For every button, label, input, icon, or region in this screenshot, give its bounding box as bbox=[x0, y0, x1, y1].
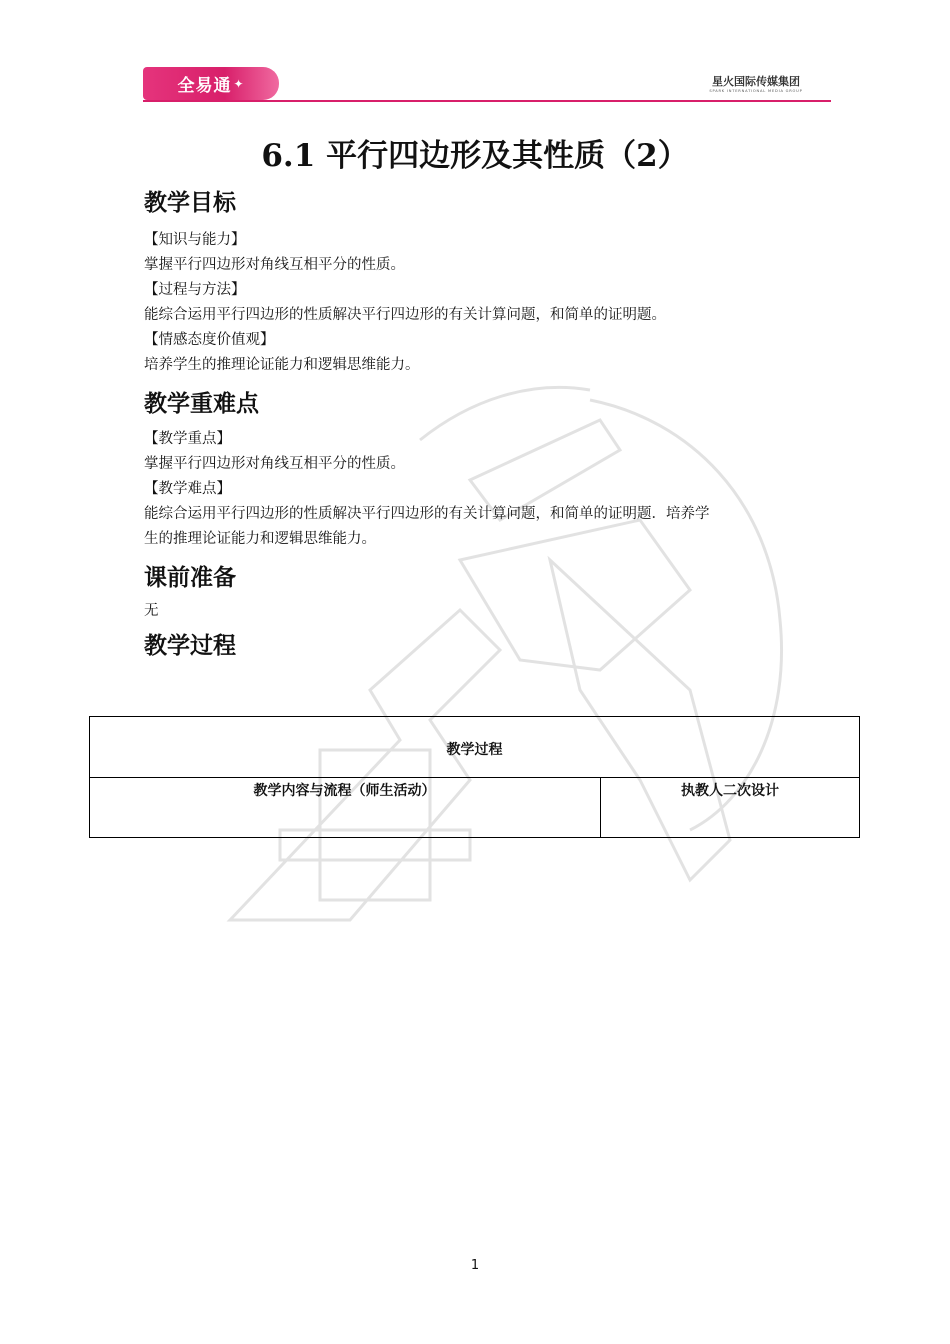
section-heading-preparation: 课前准备 bbox=[144, 565, 236, 591]
goals-line: 培养学生的推理论证能力和逻辑思维能力。 bbox=[144, 357, 420, 373]
table-header-content: 教学内容与流程（师生活动） bbox=[253, 783, 436, 799]
sparkle-icon: ✦ bbox=[233, 76, 245, 91]
publisher-logo bbox=[706, 73, 806, 93]
publisher-name-en: SPARK INTERNATIONAL MEDIA GROUP bbox=[709, 89, 803, 93]
key-points-line: 生的推理论证能力和逻辑思维能力。 bbox=[144, 531, 376, 547]
page-number: 1 bbox=[470, 1258, 480, 1273]
key-points-line: 掌握平行四边形对角线互相平分的性质。 bbox=[144, 456, 405, 472]
goals-line: 能综合运用平行四边形的性质解决平行四边形的有关计算问题，和简单的证明题。 bbox=[144, 307, 666, 323]
table-header-redesign: 执教人二次设计 bbox=[681, 783, 779, 799]
table-row-divider bbox=[89, 777, 860, 778]
key-points-line: 【教学重点】 bbox=[144, 431, 231, 447]
goals-line: 【情感态度价值观】 bbox=[144, 332, 275, 348]
preparation-line: 无 bbox=[144, 603, 159, 619]
document-title: 6.1 平行四边形及其性质（2） bbox=[261, 138, 689, 174]
goals-line: 【知识与能力】 bbox=[144, 232, 246, 248]
goals-line: 【过程与方法】 bbox=[144, 282, 246, 298]
table-title: 教学过程 bbox=[446, 742, 503, 758]
key-points-line: 【教学难点】 bbox=[144, 481, 231, 497]
brand-logo-text: 全易通 bbox=[177, 76, 232, 96]
publisher-name: 星火国际传媒集团 bbox=[712, 75, 800, 88]
key-points-line: 能综合运用平行四边形的性质解决平行四边形的有关计算问题，和简单的证明题．培养学 bbox=[144, 506, 710, 522]
brand-logo bbox=[143, 67, 279, 100]
header-divider bbox=[143, 100, 831, 102]
goals-line: 掌握平行四边形对角线互相平分的性质。 bbox=[144, 257, 405, 273]
section-heading-key-points: 教学重难点 bbox=[144, 391, 259, 417]
section-heading-goals: 教学目标 bbox=[144, 190, 236, 216]
section-heading-process: 教学过程 bbox=[144, 633, 236, 659]
